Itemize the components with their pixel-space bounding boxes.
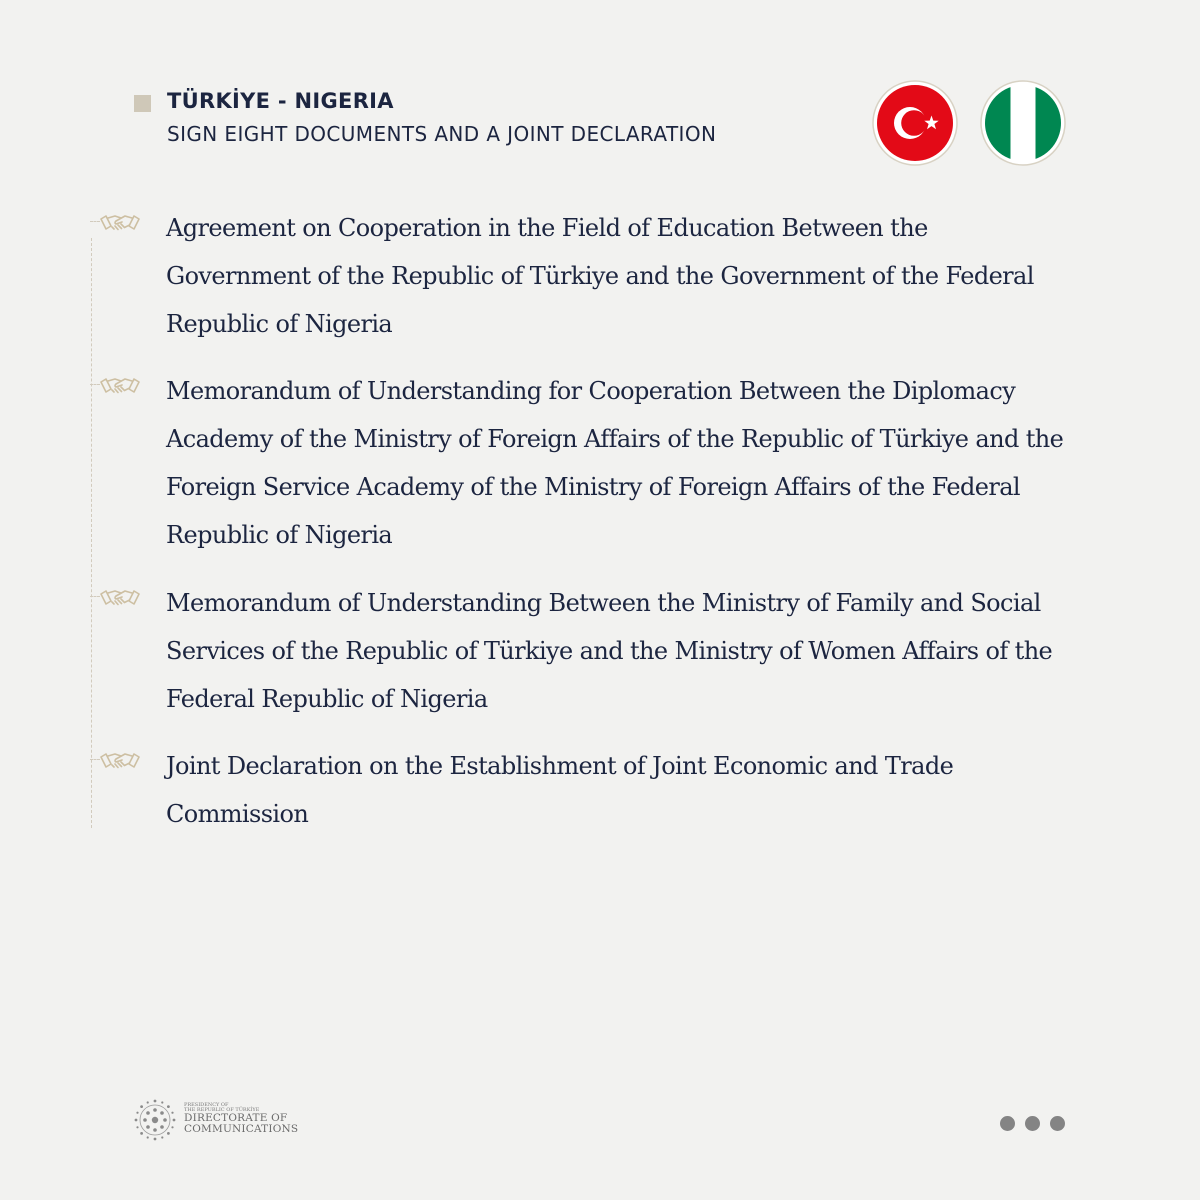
timeline-tick bbox=[90, 759, 100, 760]
directorate-logo bbox=[133, 1098, 333, 1144]
page-title: TÜRKİYE - NIGERIA bbox=[167, 89, 394, 113]
page-subtitle: SIGN EIGHT DOCUMENTS AND A JOINT DECLARATION bbox=[167, 122, 717, 146]
logo-republic-line: THE REPUBLIC OF TÜRKİYE bbox=[184, 1107, 260, 1113]
document-title: Memorandum of Understanding Between the Ministry of Family and Social Services of the Republic of Türkiye and the Ministry of Women Affairs of the Federal Republic of Nigeria bbox=[166, 589, 1053, 713]
timeline-tick bbox=[90, 384, 100, 385]
header-accent-square bbox=[134, 95, 151, 112]
turkey-flag-icon bbox=[872, 80, 958, 166]
document-title: Agreement on Cooperation in the Field of Education Between the Government of the Republic of Türkiye and the Government of the Federal Republic of Nigeria bbox=[166, 214, 1034, 338]
pager-dot[interactable] bbox=[1025, 1116, 1040, 1131]
logo-presidency-line: PRESIDENCY OF bbox=[184, 1102, 229, 1108]
timeline-tick bbox=[90, 596, 100, 597]
pagination-dots[interactable] bbox=[1000, 1116, 1070, 1132]
handshake-icon bbox=[100, 371, 140, 401]
handshake-icon bbox=[100, 583, 140, 613]
timeline-tick bbox=[90, 221, 100, 222]
logo-communications-line: COMMUNICATIONS bbox=[184, 1123, 299, 1135]
document-title: Memorandum of Understanding for Cooperation Between the Diplomacy Academy of the Ministry of Foreign Affairs of the Republic of Türkiye and the Foreign Service Academy of the Ministry of Foreign Affairs of the Federal Republic of Nigeria bbox=[166, 377, 1064, 549]
pager-dot[interactable] bbox=[1050, 1116, 1065, 1131]
handshake-icon bbox=[100, 746, 140, 776]
logo-directorate-line: DIRECTORATE OF bbox=[184, 1112, 288, 1124]
timeline-line bbox=[91, 238, 92, 828]
handshake-icon bbox=[100, 208, 140, 238]
pager-dot[interactable] bbox=[1000, 1116, 1015, 1131]
nigeria-flag-icon bbox=[980, 80, 1066, 166]
document-title: Joint Declaration on the Establishment of Joint Economic and Trade Commission bbox=[166, 752, 954, 828]
emblem-icon bbox=[133, 1098, 177, 1142]
